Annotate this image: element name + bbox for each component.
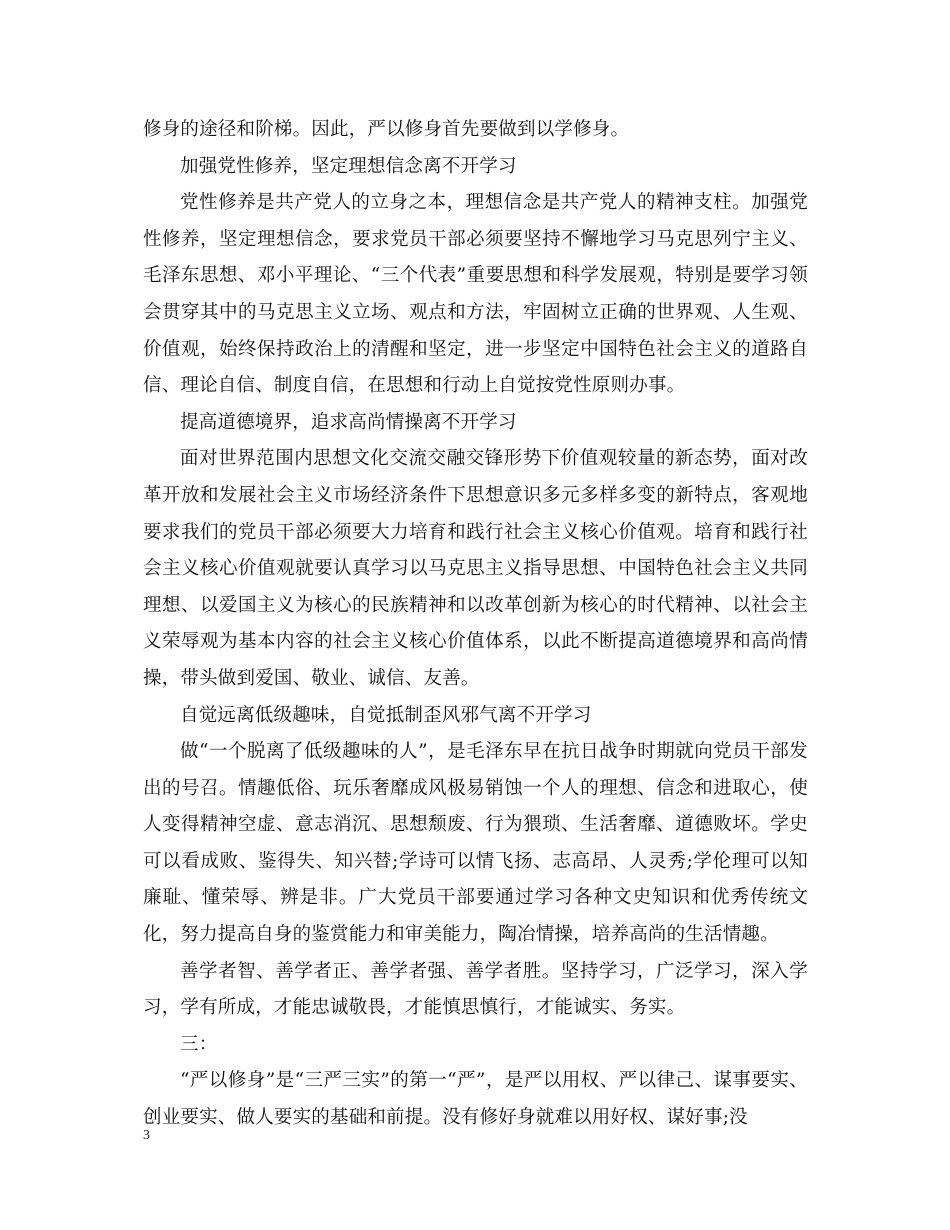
paragraph-three-strict: “严以修身”是“三严三实”的第一“严”，是严以用权、严以律己、谋事要实、创业要实、做人要实的基础和前提。没有修好身就难以用好权、谋好事;没 <box>143 1070 808 1129</box>
section-heading-three: 三： <box>180 1033 218 1055</box>
paragraph-summary: 善学者智、善学者正、善学者强、善学者胜。坚持学习，广泛学习，深入学习，学有所成，才能忠诚敬畏，才能慎思慎行，才能诚实、务实。 <box>143 960 808 1019</box>
paragraph-party-spirit: 党性修养是共产党人的立身之本，理想信念是共产党人的精神支柱。加强党性修养，坚定理想信念，要求党员干部必须要坚持不懈地学习马克思列宁主义、毛泽东思想、邓小平理论、“三个代表”重要思想和科学发展观，特别是要学习领会贯穿其中的马克思主义立场、观点和方法，牢固树立正确的世界观、人生观、价值观，始终保持政治上的清醒和坚定，进一步坚定中国特色社会主义的道路自信、理论自信、制度自信，在思想和行动上自觉按党性原则办事。 <box>143 192 808 397</box>
page-number: 3 <box>143 1128 150 1143</box>
section-heading-moral: 提高道德境界，追求高尚情操离不开学习 <box>180 411 517 433</box>
document-body <box>143 112 808 1137</box>
paragraph-low-taste: 做“一个脱离了低级趣味的人”，是毛泽东早在抗日战争时期就向党员干部发出的号召。情趣低俗、玩乐奢靡成风极易销蚀一个人的理想、信念和进取心，使人变得精神空虚、意志消沉、思想颓废、行为猥琐、生活奢靡、道德败坏。学史可以看成败、鉴得失、知兴替;学诗可以情飞扬、志高昂、人灵秀;学伦理可以知廉耻、懂荣辱、辨是非。广大党员干部要通过学习各种文史知识和优秀传统文化，努力提高自身的鉴赏能力和审美能力，陶冶情操，培养高尚的生活情趣。 <box>143 741 808 946</box>
section-heading-party-spirit: 加强党性修养，坚定理想信念离不开学习 <box>180 155 517 177</box>
section-heading-low-taste: 自觉远离低级趣味，自觉抵制歪风邪气离不开学习 <box>180 704 592 726</box>
paragraph-continuation: 修身的途径和阶梯。因此，严以修身首先要做到以学修身。 <box>143 119 630 140</box>
paragraph-moral: 面对世界范围内思想文化交流交融交锋形势下价值观较量的新态势，面对改革开放和发展社会主义市场经济条件下思想意识多元多样多变的新特点，客观地要求我们的党员干部必须要大力培育和践行社会主义核心价值观。培育和践行社会主义核心价值观就要认真学习以马克思主义指导思想、中国特色社会主义共同理想、以爱国主义为核心的民族精神和以改革创新为核心的时代精神、以社会主义荣辱观为基本内容的社会主义核心价值体系，以此不断提高道德境界和高尚情操，带头做到爱国、敬业、诚信、友善。 <box>143 448 808 689</box>
